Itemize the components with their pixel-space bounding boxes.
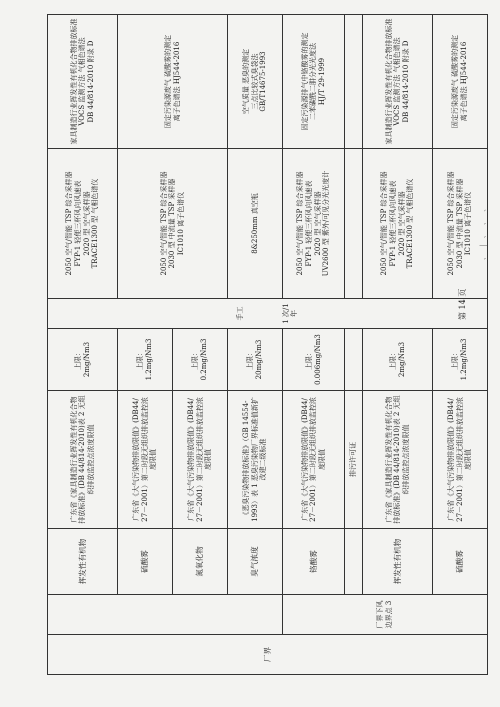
analysis-cell: 固定污染源废气 硫酸雾的测定 离子色谱法 HJ544-2016 <box>118 15 228 149</box>
equipment-cell: 2050 空气/智能 TSP 综合采样器 FYP-1 轻便三杯风向风速表 2020 型 空气采样器 UV2600 型 紫外/可见分光光度计 <box>283 149 345 299</box>
analysis-cell: 固定污染源排气中铬酸雾的测定 二苯碳酰二肼分光光度法 HJ/T 29-1999 <box>283 15 345 149</box>
table-row <box>228 15 283 675</box>
pollutant-cell: 氮氧化物 <box>173 529 228 595</box>
table-row <box>118 15 173 675</box>
point-cell-empty <box>48 595 283 635</box>
margin-marks: 、 | 、 、 、 <box>479 202 487 260</box>
equipment-cell: 8&250mm 真空瓶 <box>228 149 283 299</box>
equipment-cell: 2050 空气/智能 TSP 综合采样器 FYP-1 轻便三杯风向风速表 2020 型 空气采样器 TRACE1300 型 气相色谱仪 <box>363 149 433 299</box>
equipment-cell: 2050 空气/智能 TSP 综合采样器 2030 型 中流量 TSP 采样器 IC1010 离子色谱仪 <box>433 149 488 299</box>
limit-cell-empty <box>345 329 363 391</box>
table-row <box>48 15 118 675</box>
table-row <box>345 15 363 675</box>
point-cell: 厂界下风边界点 3 <box>283 595 488 635</box>
limit-cell: 上限：1.2mg/Nm3 <box>433 329 488 391</box>
limit-cell: 上限：20mg/Nm3 <box>228 329 283 391</box>
limit-cell: 上限：2mg/Nm3 <box>48 329 118 391</box>
limit-cell: 上限：1.2mg/Nm3 <box>118 329 173 391</box>
analysis-cell: 家具制造行业挥发性有机化合物排放标准 VOCS 监测方法 气相色谱法 DB 44/814-2010 附录 D <box>363 15 433 149</box>
pollutant-cell: 挥发性有机物 <box>48 529 118 595</box>
permit-cell: 排污许可证 <box>345 391 363 529</box>
monitoring-table <box>47 14 488 675</box>
table-row <box>363 15 433 675</box>
pollutant-cell: 硫酸雾 <box>118 529 173 595</box>
standard-cell: 广东省《大气污染物排放限值》(DB44/ 27－2001）第二时段无组织排放监控浓度限值 <box>173 391 228 529</box>
method-cell <box>48 299 488 329</box>
pollutant-cell: 铬酸雾 <box>283 529 345 595</box>
method-manual: 手工 <box>236 306 245 321</box>
equipment-cell: 2050 空气/智能 TSP 综合采样器 FYP-1 轻便三杯风向风速表 2020 型 空气采样器 TRACE1300 型 气相色谱仪 <box>48 149 118 299</box>
standard-cell: 广东省《家具制造行业挥发性有机化合物排放标准》(DB 44/814-2010)表 2 无组织排放监控点浓度限值 <box>48 391 118 529</box>
standard-cell: 广东省《家具制造行业挥发性有机化合物排放标准》(DB 44/814-2010)表 2 无组织排放监控点浓度限值 <box>363 391 433 529</box>
limit-cell: 上限：0.2mg/Nm3 <box>173 329 228 391</box>
standard-cell: 《恶臭污染物排放标准》（GB 14554-1993）表 1 恶臭污染物厂界标准值新扩改建二级标准 <box>228 391 283 529</box>
page-number: 第 14 页 <box>458 288 467 320</box>
table-row <box>283 15 345 675</box>
limit-cell: 上限：0.006mg/Nm3 <box>283 329 345 391</box>
limit-cell: 上限：2mg/Nm3 <box>363 329 433 391</box>
analysis-cell-empty <box>345 15 363 149</box>
pollutant-cell: 硫酸雾 <box>433 529 488 595</box>
analysis-cell: 固定污染源废气 硫酸雾的测定 离子色谱法 HJ544-2016 <box>433 15 488 149</box>
pollutant-cell-empty <box>345 529 363 595</box>
pollutant-cell: 臭气浓度 <box>228 529 283 595</box>
pollutant-cell: 挥发性有机物 <box>363 529 433 595</box>
standard-cell: 广东省《大气污染物排放限值》(DB44/ 27－2001）第二时段无组织排放监控浓度限值 <box>283 391 345 529</box>
analysis-cell: 家具制造行业挥发性有机化合物排放标准 VOCS 监测方法 气相色谱法 DB 44/814-2010 附录 D <box>48 15 118 149</box>
analysis-cell: 空气质量 恶臭的测定 三点比较式臭袋法 GB/T14675-1993 <box>228 15 283 149</box>
rotated-table-container <box>47 15 487 675</box>
frequency-label: 1 次/1 年 <box>281 303 299 324</box>
equipment-cell-empty <box>345 149 363 299</box>
standard-cell: 广东省《大气污染物排放限值》(DB44/ 27－2001）第二时段无组织排放监控浓度限值 <box>118 391 173 529</box>
area-cell: 厂界 <box>48 635 488 675</box>
standard-cell: 广东省《大气污染物排放限值》(DB44/ 27－2001）第二时段无组织排放监控浓度限值 <box>433 391 488 529</box>
table-row <box>433 15 488 675</box>
equipment-cell: 2050 空气/智能 TSP 综合采样器 2030 型 中流量 TSP 采样器 IC1010 离子色谱仪 <box>118 149 228 299</box>
